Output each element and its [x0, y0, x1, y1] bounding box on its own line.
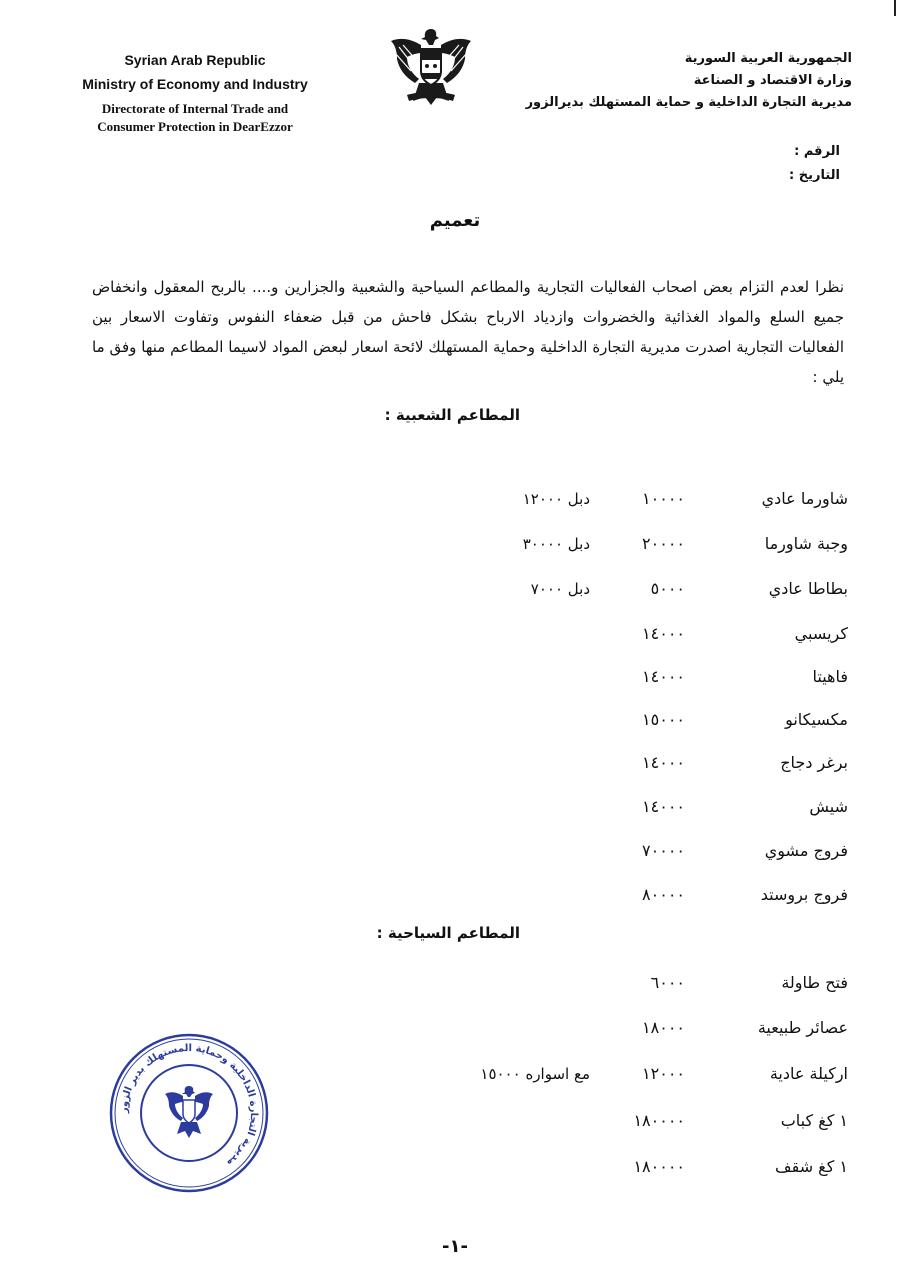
directorate-name-ar: مديرية التجارة الداخلية و حماية المستهلك بديرالزور	[525, 95, 852, 110]
item-name: شاورما عادي	[761, 489, 848, 508]
stamp-text: مديرية التجارة الداخلية وحماية المستهلك بدير الزور	[118, 1042, 260, 1169]
item-name: ١ كغ كباب	[780, 1111, 848, 1130]
directorate-name-en-1: Directorate of Internal Trade and	[101, 101, 289, 116]
reference-number-label: الرقم :	[794, 144, 840, 159]
item-name: عصائر طبيعية	[757, 1018, 848, 1037]
item-price: ١٤٠٠٠	[642, 667, 685, 686]
item-name: فروج بروستد	[760, 885, 848, 904]
item-name: بطاطا عادي	[768, 579, 848, 598]
country-name-ar: الجمهورية العربية السورية	[684, 51, 852, 66]
intro-paragraph: نظرا لعدم التزام بعض اصحاب الفعاليات التجارية والمطاعم السياحية والشعبية والجزارين و.... بالربح المعقول وانخفاض جميع السلع والمواد الغذائية والخضروات وازدياد الارباح بشكل فاحش من قبل ضعفاء النفوس وتفاوت الاسعار بين الفعاليات التجارية اصدرت مديرية التجارة الداخلية وحماية المستهلك لائحة اسعار لبعض المواد لاسيما المطاعم منها وفق ما يلي :	[92, 278, 844, 386]
official-stamp	[108, 1032, 270, 1194]
item-note: دبل ١٢٠٠٠	[522, 490, 590, 508]
list-item	[0, 662, 910, 692]
item-price: ١٨٠٠٠٠	[633, 1111, 685, 1130]
item-price: ١٨٠٠٠٠	[633, 1157, 685, 1176]
item-note: دبل ٧٠٠٠	[530, 580, 590, 598]
item-price: ٦٠٠٠	[650, 973, 685, 992]
item-name: شيش	[809, 797, 848, 816]
list-item	[0, 484, 910, 514]
letterhead-english	[70, 52, 320, 136]
list-item	[0, 792, 910, 822]
item-price: ٧٠٠٠٠	[642, 841, 685, 860]
reference-block	[789, 140, 840, 188]
stamp-eagle-icon	[165, 1086, 213, 1138]
item-name: فتح طاولة	[781, 973, 848, 992]
page-number: -١-	[442, 1236, 468, 1257]
ministry-name-ar: وزارة الاقتصاد و الصناعة	[693, 73, 852, 88]
item-name: مكسيكانو	[785, 710, 848, 729]
item-name: ١ كغ شقف	[775, 1157, 848, 1176]
item-name: فروج مشوي	[764, 841, 848, 860]
item-name: اركيلة عادية	[769, 1064, 848, 1083]
item-name: برغر دجاج	[780, 753, 848, 772]
item-price: ٥٠٠٠	[650, 579, 685, 598]
item-name: كريسبي	[794, 624, 848, 643]
item-price: ٢٠٠٠٠	[642, 534, 685, 553]
item-price: ١٥٠٠٠	[642, 710, 685, 729]
ministry-name-en: Ministry of Economy and Industry	[82, 76, 308, 92]
directorate-name-en-2: Consumer Protection in DearEzzor	[97, 119, 293, 134]
item-price: ١٤٠٠٠	[642, 797, 685, 816]
list-item	[0, 705, 910, 735]
memo-title: تعميم	[429, 210, 481, 231]
scan-edge-mark	[894, 0, 896, 16]
country-name-en: Syrian Arab Republic	[124, 52, 266, 68]
date-label: التاريخ :	[789, 168, 840, 183]
list-item	[0, 529, 910, 559]
letterhead-arabic	[522, 48, 852, 114]
tourist-restaurants-heading: المطاعم السياحية :	[376, 924, 520, 942]
item-name: فاهيتا	[812, 667, 848, 686]
item-note: مع اسواره ١٥٠٠٠	[480, 1065, 590, 1083]
item-price: ١٤٠٠٠	[642, 624, 685, 643]
list-item	[0, 968, 910, 998]
item-price: ١٤٠٠٠	[642, 753, 685, 772]
list-item	[0, 836, 910, 866]
list-item	[0, 619, 910, 649]
list-item	[0, 748, 910, 778]
list-item	[0, 880, 910, 910]
item-note: دبل ٣٠٠٠٠	[522, 535, 590, 553]
national-emblem-icon	[385, 25, 477, 109]
item-price: ١٢٠٠٠	[642, 1064, 685, 1083]
item-name: وجبة شاورما	[764, 534, 848, 553]
list-item	[0, 574, 910, 604]
item-price: ١٠٠٠٠	[642, 489, 685, 508]
popular-restaurants-heading: المطاعم الشعبية :	[384, 406, 520, 424]
item-price: ١٨٠٠٠	[642, 1018, 685, 1037]
item-price: ٨٠٠٠٠	[642, 885, 685, 904]
